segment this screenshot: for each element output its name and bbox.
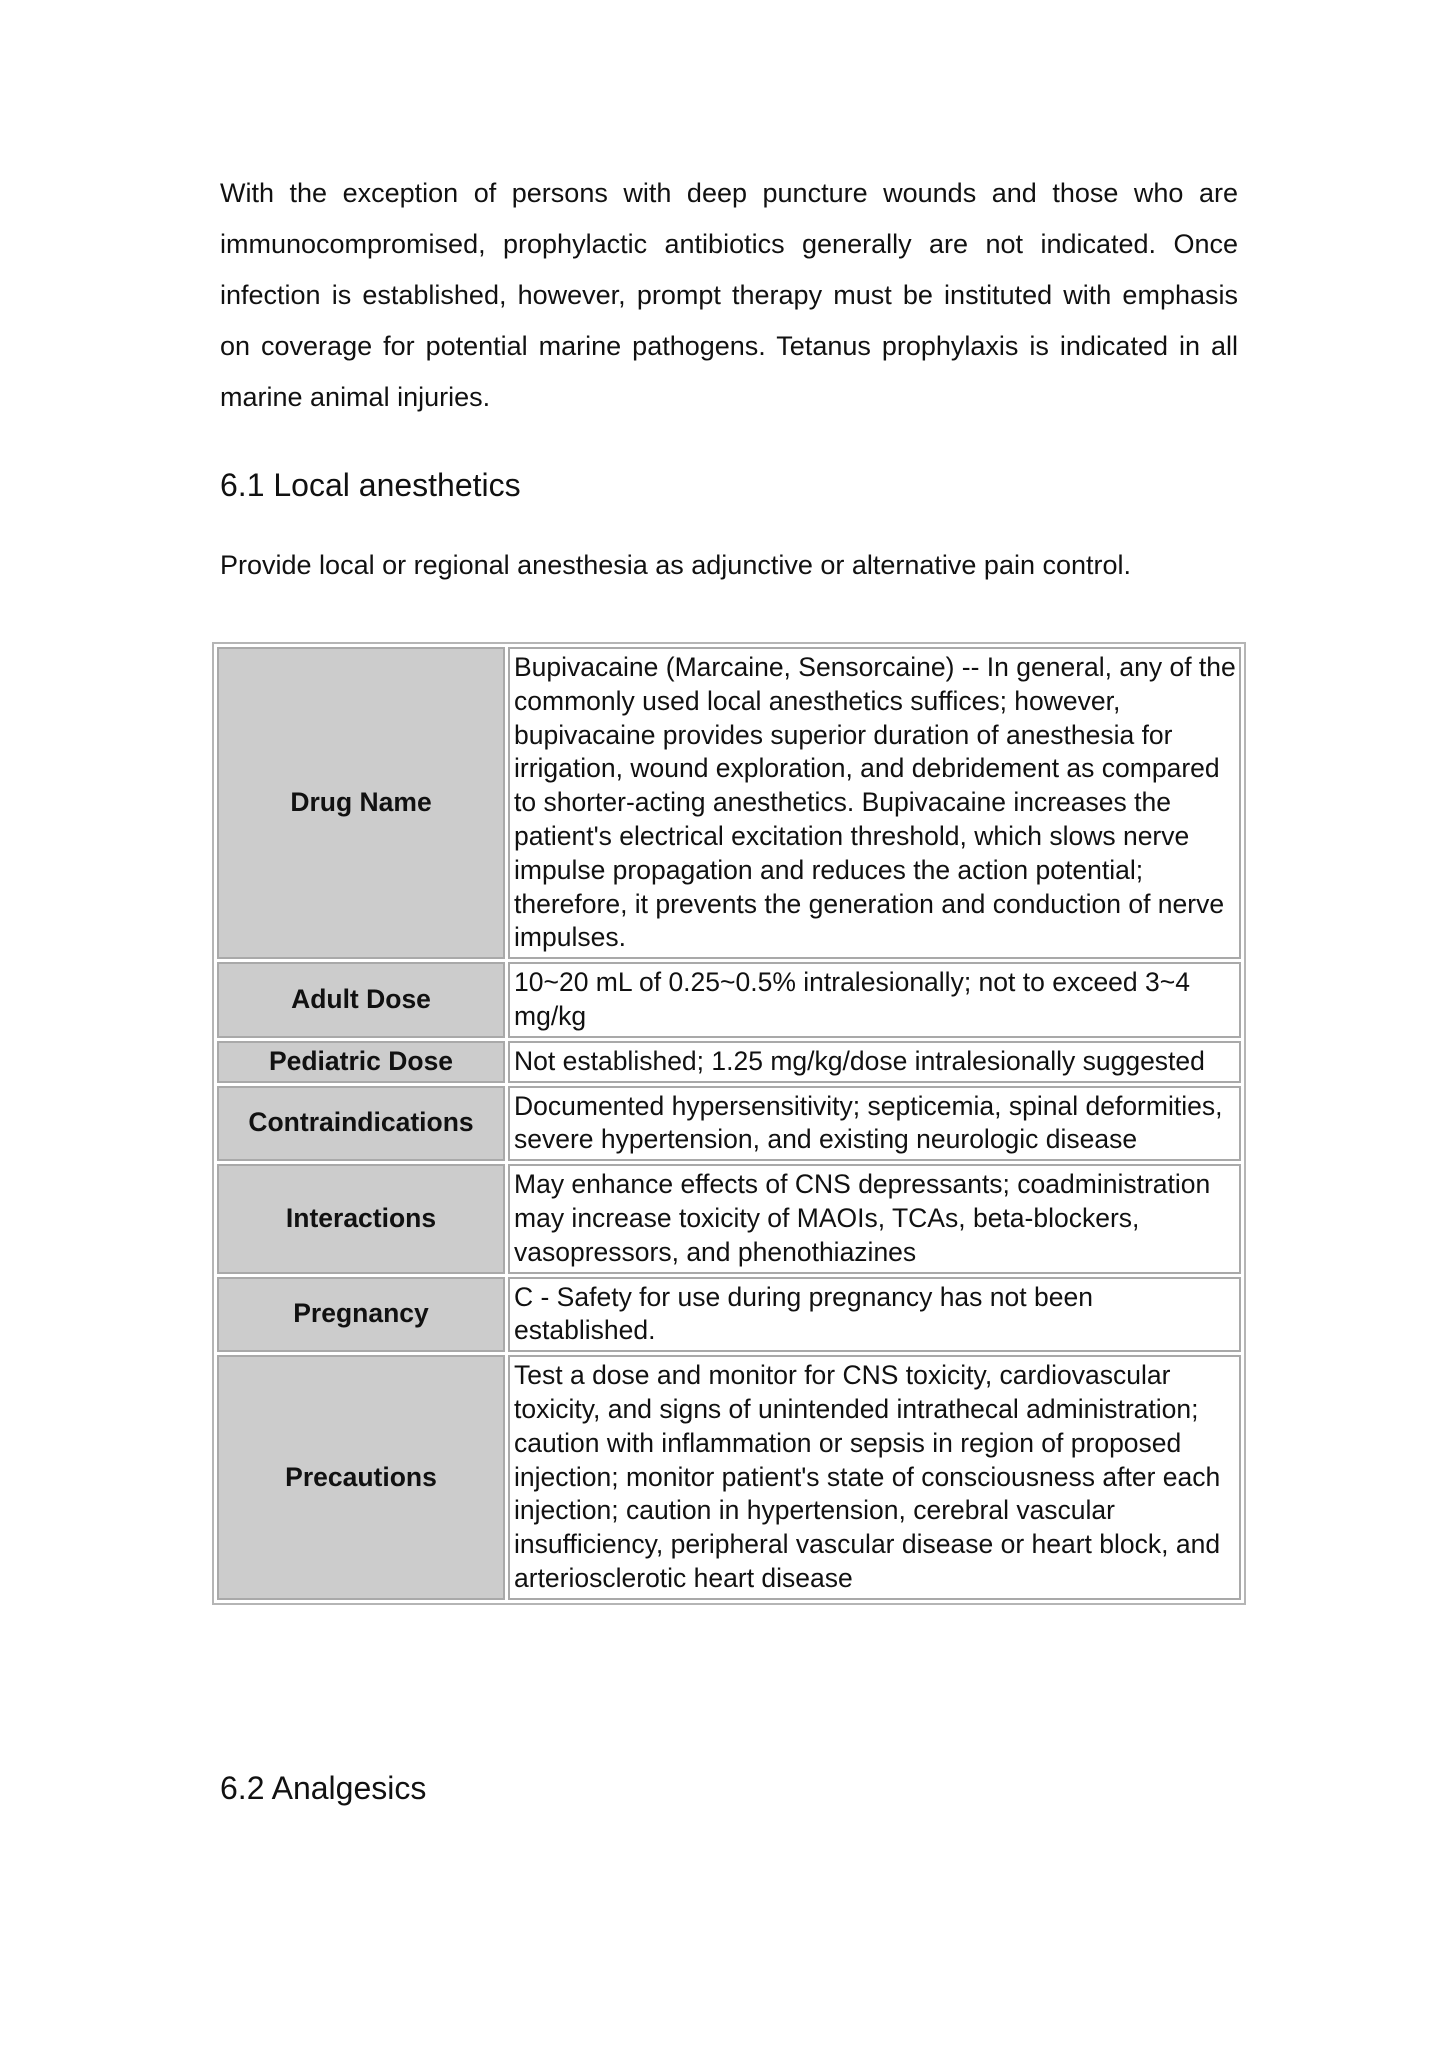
row-value: Test a dose and monitor for CNS toxicity, cardiovascular toxicity, and signs of unintended intrathecal administration; caution with inflammation or sepsis in region of proposed injection; monitor patient's state of consciousness after each injection; caution in hypertension, cerebral vascular insufficiency, peripheral vascular disease or heart block, and arteriosclerotic heart disease bbox=[508, 1355, 1241, 1600]
row-label: Pediatric Dose bbox=[217, 1041, 505, 1083]
row-label: Contraindications bbox=[217, 1086, 505, 1162]
table-row bbox=[217, 1041, 1241, 1083]
row-label: Precautions bbox=[217, 1355, 505, 1600]
table-row bbox=[217, 1086, 1241, 1162]
row-label: Adult Dose bbox=[217, 962, 505, 1038]
table-row bbox=[217, 647, 1241, 959]
document-page bbox=[220, 168, 1238, 1806]
row-value: Bupivacaine (Marcaine, Sensorcaine) -- In general, any of the commonly used local anesthetics suffices; however, bupivacaine provides superior duration of anesthesia for irrigation, wound exploration, and debridement as compared to shorter-acting anesthetics. Bupivacaine increases the patient's electrical excitation threshold, which slows nerve impulse propagation and reduces the action potential; therefore, it prevents the generation and conduction of nerve impulses. bbox=[508, 647, 1241, 959]
row-label: Interactions bbox=[217, 1164, 505, 1273]
row-value: C - Safety for use during pregnancy has not been established. bbox=[508, 1277, 1241, 1353]
row-value: 10~20 mL of 0.25~0.5% intralesionally; not to exceed 3~4 mg/kg bbox=[508, 962, 1241, 1038]
row-value: Not established; 1.25 mg/kg/dose intralesionally suggested bbox=[508, 1041, 1241, 1083]
section-heading-local-anesthetics: 6.1 Local anesthetics bbox=[220, 467, 521, 503]
table-row bbox=[217, 962, 1241, 1038]
section-heading-analgesics: 6.2 Analgesics bbox=[220, 1770, 427, 1806]
table-row bbox=[217, 1355, 1241, 1600]
row-label: Pregnancy bbox=[217, 1277, 505, 1353]
drug-info-table bbox=[212, 642, 1246, 1605]
row-value: May enhance effects of CNS depressants; coadministration may increase toxicity of MAOIs, TCAs, beta-blockers, vasopressors, and phenothiazines bbox=[508, 1164, 1241, 1273]
intro-paragraph: With the exception of persons with deep puncture wounds and those who are immunocompromised, prophylactic antibiotics generally are not indicated. Once infection is established, however, prompt therapy must be instituted with emphasis on coverage for potential marine pathogens. Tetanus prophylaxis is indicated in all marine animal injuries. bbox=[220, 178, 1238, 412]
table-row bbox=[217, 1277, 1241, 1353]
row-value: Documented hypersensitivity; septicemia, spinal deformities, severe hypertension, and existing neurologic disease bbox=[508, 1086, 1241, 1162]
section-description: Provide local or regional anesthesia as adjunctive or alternative pain control. bbox=[220, 550, 1132, 580]
table-row bbox=[217, 1164, 1241, 1273]
row-label: Drug Name bbox=[217, 647, 505, 959]
